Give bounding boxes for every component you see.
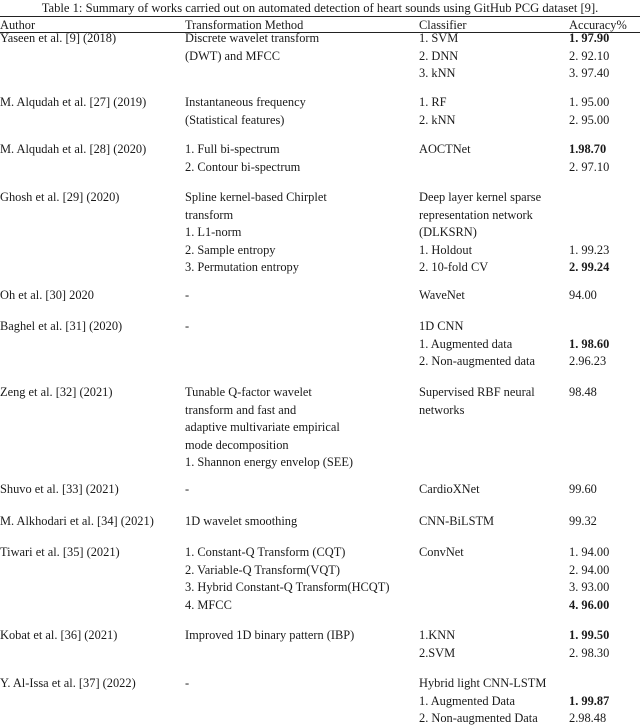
- method-cell-line: (Statistical features): [185, 112, 285, 127]
- method-cell-line: -: [185, 319, 190, 333]
- classifier-cell-line: Hybrid light CNN-LSTM: [419, 676, 547, 690]
- accuracy-cell: [569, 141, 609, 176]
- classifier-cell-line: 2. DNN: [419, 48, 459, 63]
- method-cell-line: 1D wavelet smoothing: [185, 514, 298, 528]
- classifier-cell: [419, 141, 471, 159]
- classifier-cell-line: 2. Non-augmented data: [419, 354, 535, 369]
- classifier-cell-line: 1. RF: [419, 95, 447, 109]
- method-cell-line: Discrete wavelet transform: [185, 31, 320, 45]
- accuracy-cell-line: 1. 95.00: [569, 95, 610, 109]
- accuracy-cell-line: 2. 92.10: [569, 48, 610, 63]
- accuracy-cell: [569, 94, 609, 129]
- classifier-cell-line: Supervised RBF neural: [419, 385, 535, 399]
- classifier-cell: [419, 189, 541, 277]
- accuracy-cell: [569, 384, 597, 402]
- accuracy-cell-line: 1. 97.90: [569, 31, 610, 45]
- method-cell: [185, 30, 319, 65]
- accuracy-cell: [569, 513, 597, 531]
- classifier-cell-line: CardioXNet: [419, 482, 480, 496]
- accuracy-cell-line: [569, 224, 609, 242]
- accuracy-cell: [569, 318, 609, 371]
- classifier-cell-line: 2.SVM: [419, 645, 456, 660]
- accuracy-cell-line: 2. 99.24: [569, 260, 610, 275]
- method-cell-line: Instantaneous frequency: [185, 95, 306, 109]
- classifier-cell-line: Deep layer kernel sparse: [419, 190, 542, 204]
- accuracy-cell-line: 1. 94.00: [569, 545, 610, 559]
- accuracy-cell-line: [569, 675, 609, 693]
- accuracy-cell-line: 2. 97.10: [569, 159, 610, 174]
- classifier-cell-line: ConvNet: [419, 545, 464, 559]
- accuracy-cell-line: 1. 98.60: [569, 336, 610, 351]
- method-cell-line: transform: [185, 207, 234, 222]
- classifier-cell-line: AOCTNet: [419, 142, 471, 156]
- author-cell-line: Y. Al-Issa et al. [37] (2022): [0, 676, 136, 690]
- author-cell-line: Tiwari et al. [35] (2021): [0, 545, 120, 559]
- header-author: Author: [0, 18, 36, 32]
- method-cell: [185, 513, 297, 531]
- method-cell-line: 1. Constant-Q Transform (CQT): [185, 545, 346, 559]
- accuracy-cell-line: [569, 318, 609, 336]
- classifier-cell-line: 1. SVM: [419, 31, 459, 45]
- classifier-cell-line: 1D CNN: [419, 319, 464, 333]
- method-cell: [185, 627, 354, 645]
- accuracy-cell-line: 2. 94.00: [569, 562, 610, 577]
- method-cell-line: transform and fast and: [185, 402, 297, 417]
- accuracy-cell-line: 1. 99.23: [569, 242, 610, 257]
- classifier-cell-line: (DLKSRN): [419, 225, 477, 240]
- method-cell-line: 1. Full bi-spectrum: [185, 142, 280, 156]
- method-cell: [185, 384, 353, 472]
- method-cell-line: -: [185, 676, 190, 690]
- method-cell-line: (DWT) and MFCC: [185, 48, 280, 63]
- method-cell-line: 1. Shannon energy envelop (SEE): [185, 455, 354, 470]
- author-cell: [0, 94, 146, 112]
- author-cell-line: M. Alqudah et al. [27] (2019): [0, 95, 147, 109]
- author-cell-line: Yaseen et al. [9] (2018): [0, 31, 117, 45]
- author-cell-line: Zeng et al. [32] (2021): [0, 385, 113, 399]
- author-cell: [0, 141, 146, 159]
- accuracy-cell: [569, 481, 597, 499]
- accuracy-cell-line: 3. 93.00: [569, 580, 610, 595]
- accuracy-cell-line: 2. 98.30: [569, 645, 610, 660]
- author-cell: [0, 189, 119, 207]
- classifier-cell: [419, 287, 465, 305]
- method-cell-line: mode decomposition: [185, 437, 289, 452]
- author-cell: [0, 544, 120, 562]
- classifier-cell-line: 2. kNN: [419, 112, 456, 127]
- accuracy-cell: [569, 675, 609, 728]
- author-cell: [0, 513, 154, 531]
- author-cell-line: Baghel et al. [31] (2020): [0, 319, 123, 333]
- author-cell: [0, 675, 136, 693]
- classifier-cell: [419, 30, 458, 83]
- classifier-cell-line: networks: [419, 402, 465, 417]
- classifier-cell-line: 1. Augmented data: [419, 336, 513, 351]
- method-cell-line: Spline kernel-based Chirplet: [185, 190, 327, 204]
- classifier-cell: [419, 675, 546, 728]
- author-cell-line: Ghosh et al. [29] (2020): [0, 190, 120, 204]
- accuracy-cell: [569, 287, 597, 305]
- accuracy-cell-line: 1. 99.87: [569, 693, 610, 708]
- author-cell: [0, 481, 119, 499]
- classifier-cell-line: 3. kNN: [419, 66, 456, 81]
- table-caption: Table 1: Summary of works carried out on automated detection of heart sounds using GitHub PCG dataset [9].: [41, 1, 599, 15]
- accuracy-cell-line: 2. 95.00: [569, 112, 610, 127]
- method-cell-line: -: [185, 482, 190, 496]
- accuracy-cell: [569, 627, 609, 662]
- author-cell: [0, 30, 116, 48]
- author-cell: [0, 287, 94, 305]
- header-transformation-method: Transformation Method: [185, 18, 304, 32]
- method-cell: [185, 318, 189, 336]
- classifier-cell: [419, 627, 455, 662]
- method-cell-line: 4. MFCC: [185, 597, 232, 612]
- method-cell-line: Improved 1D binary pattern (IBP): [185, 628, 355, 642]
- method-cell-line: -: [185, 288, 190, 302]
- header-accuracy: Accuracy%: [569, 18, 627, 32]
- method-cell: [185, 287, 189, 305]
- author-cell-line: Kobat et al. [36] (2021): [0, 628, 118, 642]
- classifier-cell: [419, 318, 535, 371]
- accuracy-cell: [569, 544, 609, 614]
- classifier-cell-line: 1. Augmented Data: [419, 693, 516, 708]
- accuracy-cell-line: 94.00: [569, 288, 597, 302]
- method-cell-line: 2. Variable-Q Transform(VQT): [185, 562, 340, 577]
- classifier-cell-line: CNN-BiLSTM: [419, 514, 495, 528]
- accuracy-cell-line: 3. 97.40: [569, 66, 610, 81]
- method-cell-line: 2. Contour bi-spectrum: [185, 159, 301, 174]
- author-cell: [0, 318, 122, 336]
- classifier-cell: [419, 481, 480, 499]
- method-cell-line: 3. Hybrid Constant-Q Transform(HCQT): [185, 580, 390, 595]
- classifier-cell: [419, 513, 494, 531]
- method-cell: [185, 675, 189, 693]
- method-cell-line: 2. Sample entropy: [185, 242, 276, 257]
- accuracy-cell-line: 98.48: [569, 385, 597, 399]
- header-classifier: Classifier: [419, 18, 467, 32]
- accuracy-cell-line: 1. 99.50: [569, 628, 610, 642]
- accuracy-cell-line: 99.32: [569, 514, 597, 528]
- classifier-cell-line: WaveNet: [419, 288, 465, 302]
- accuracy-cell-line: 1.98.70: [569, 142, 607, 156]
- method-cell: [185, 481, 189, 499]
- classifier-cell: [419, 384, 535, 419]
- classifier-cell-line: 1.KNN: [419, 628, 456, 642]
- accuracy-cell-line: [569, 189, 609, 207]
- author-cell-line: M. Alkhodari et al. [34] (2021): [0, 514, 154, 528]
- author-cell-line: Shuvo et al. [33] (2021): [0, 482, 119, 496]
- author-cell-line: Oh et al. [30] 2020: [0, 288, 94, 302]
- accuracy-cell-line: 99.60: [569, 482, 597, 496]
- top-rule: [0, 16, 640, 17]
- accuracy-cell: [569, 189, 609, 277]
- method-cell-line: Tunable Q-factor wavelet: [185, 385, 312, 399]
- classifier-cell-line: 2. Non-augmented Data: [419, 711, 538, 726]
- classifier-cell-line: 2. 10-fold CV: [419, 260, 489, 275]
- accuracy-cell: [569, 30, 609, 83]
- method-cell: [185, 141, 300, 176]
- classifier-cell: [419, 94, 455, 129]
- method-cell-line: 3. Permutation entropy: [185, 260, 299, 275]
- classifier-cell: [419, 544, 464, 562]
- accuracy-cell-line: 2.96.23: [569, 354, 607, 369]
- author-cell: [0, 384, 113, 402]
- classifier-cell-line: 1. Holdout: [419, 242, 473, 257]
- classifier-cell-line: representation network: [419, 207, 533, 222]
- author-cell-line: M. Alqudah et al. [28] (2020): [0, 142, 147, 156]
- method-cell: [185, 189, 327, 277]
- accuracy-cell-line: [569, 207, 609, 225]
- author-cell: [0, 627, 117, 645]
- method-cell-line: adaptive multivariate empirical: [185, 420, 340, 435]
- method-cell-line: 1. L1-norm: [185, 225, 242, 240]
- method-cell: [185, 544, 389, 614]
- accuracy-cell-line: 2.98.48: [569, 711, 607, 726]
- method-cell: [185, 94, 306, 129]
- accuracy-cell-line: 4. 96.00: [569, 597, 610, 612]
